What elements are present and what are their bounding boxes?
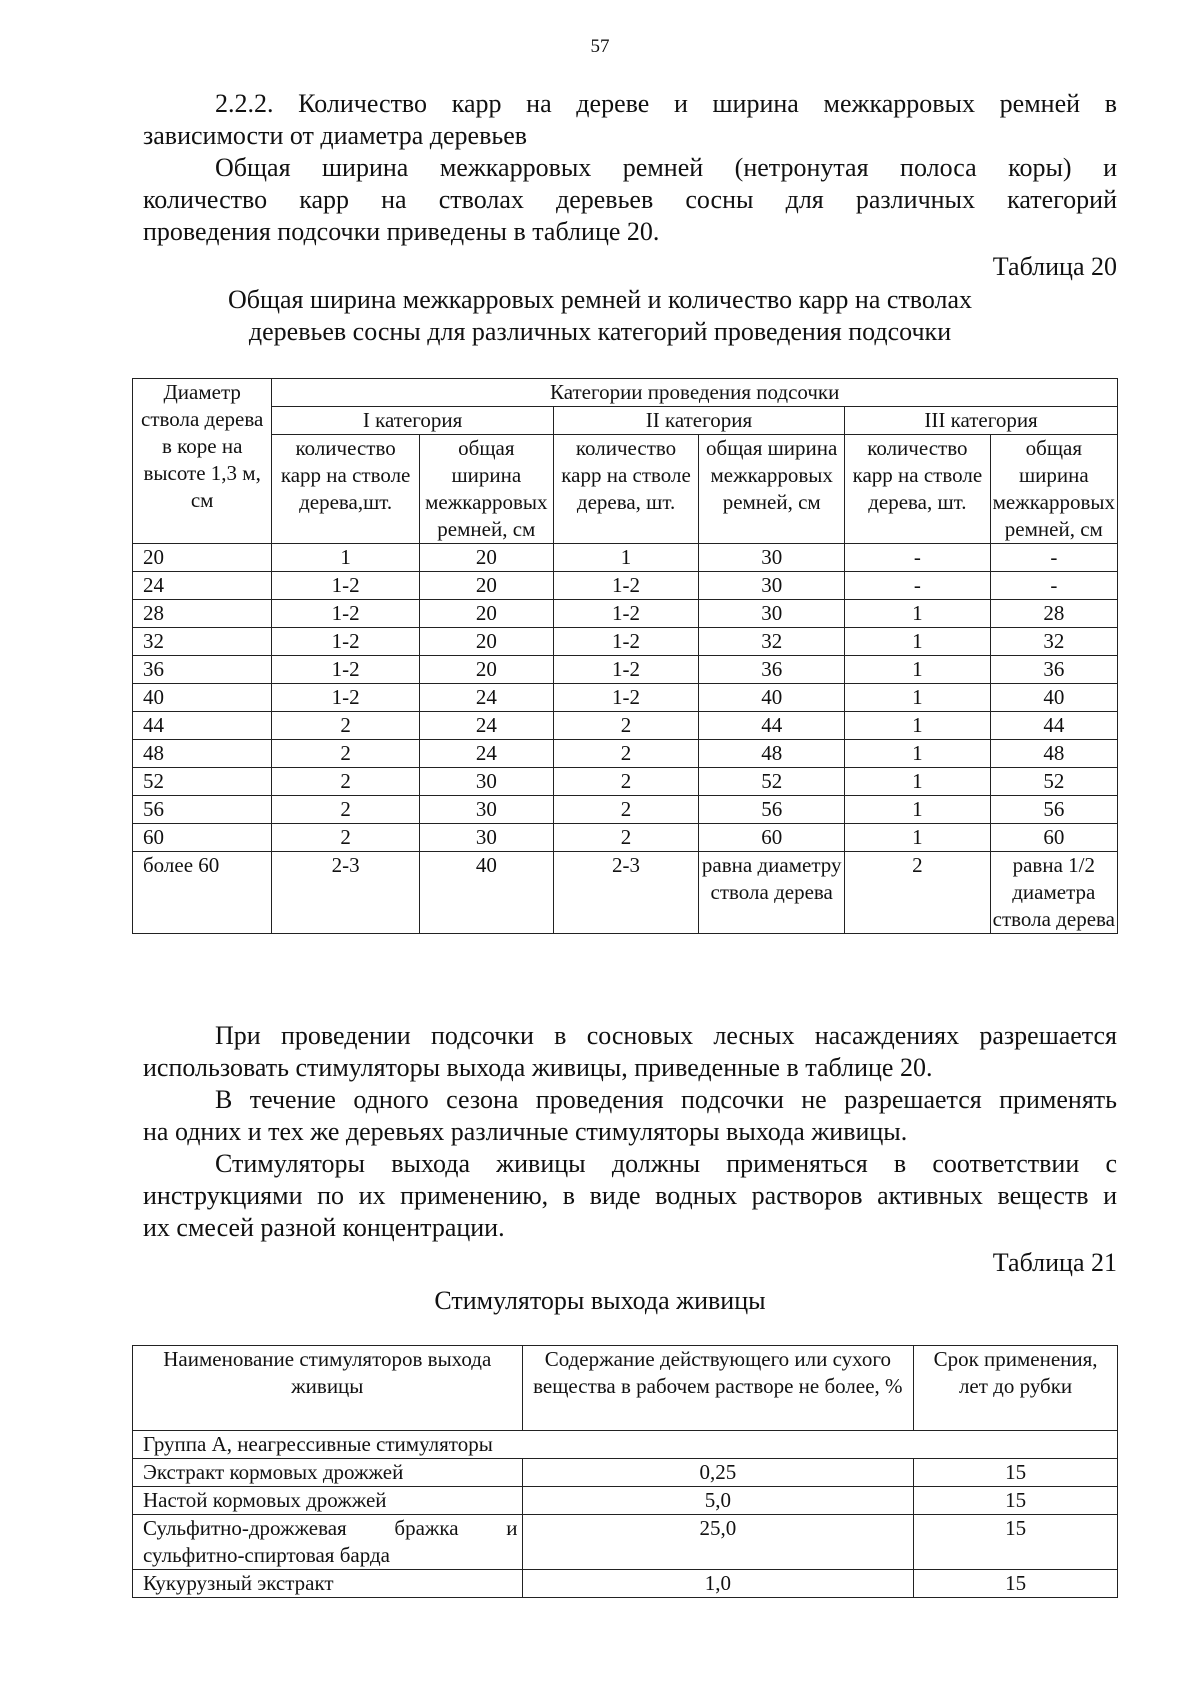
cell: 2 bbox=[272, 712, 420, 740]
header-category-2: II категория bbox=[553, 407, 844, 435]
header-count: количество карр на стволе дерева,шт. bbox=[272, 435, 420, 544]
table20-label: Таблица 20 bbox=[992, 252, 1117, 281]
cell-term: 15 bbox=[914, 1459, 1118, 1487]
cell-name: Экстракт кормовых дрожжей bbox=[133, 1459, 523, 1487]
cell: равна диаметру ствола дерева bbox=[699, 852, 845, 934]
cell: 1 bbox=[845, 796, 991, 824]
table-row bbox=[133, 628, 1118, 656]
table21-label: Таблица 21 bbox=[992, 1248, 1117, 1277]
section-heading-cont: зависимости от диаметра деревьев bbox=[143, 121, 528, 150]
table-row bbox=[133, 824, 1118, 852]
cell: 1-2 bbox=[553, 656, 699, 684]
cell-term: 15 bbox=[914, 1487, 1118, 1515]
cell: 2 bbox=[553, 740, 699, 768]
cell: 2 bbox=[553, 768, 699, 796]
cell-diameter: 36 bbox=[133, 656, 272, 684]
paragraph-line: Общая ширина межкарровых ремней (нетронутая полоса коры) и bbox=[215, 153, 1117, 182]
cell-content: 1,0 bbox=[522, 1570, 914, 1598]
cell: 30 bbox=[419, 824, 553, 852]
header-categories: Категории проведения подсочки bbox=[272, 379, 1118, 407]
paragraph-line: на одних и тех же деревьях различные стимуляторы выхода живицы. bbox=[143, 1117, 908, 1146]
table-row bbox=[133, 740, 1118, 768]
table-row bbox=[133, 1570, 1118, 1598]
cell-diameter: 60 bbox=[133, 824, 272, 852]
cell: 1 bbox=[272, 544, 420, 572]
cell: - bbox=[990, 544, 1117, 572]
table-row bbox=[133, 544, 1118, 572]
header-content: Содержание действующего или сухого вещества в рабочем растворе не более, % bbox=[522, 1346, 914, 1431]
cell: 1-2 bbox=[553, 572, 699, 600]
cell: 1-2 bbox=[553, 628, 699, 656]
paragraph-line: инструкциями по их применению, в виде водных растворов активных веществ и bbox=[143, 1181, 1117, 1210]
cell: 44 bbox=[990, 712, 1117, 740]
cell-diameter: 44 bbox=[133, 712, 272, 740]
header-width: общая ширина межкарровых ремней, см bbox=[990, 435, 1117, 544]
cell: 1-2 bbox=[272, 656, 420, 684]
cell: 2 bbox=[272, 824, 420, 852]
cell-diameter: 28 bbox=[133, 600, 272, 628]
table-row bbox=[133, 768, 1118, 796]
paragraph-line: Стимуляторы выхода живицы должны применяться в соответствии с bbox=[215, 1149, 1117, 1178]
table21-caption: Стимуляторы выхода живицы bbox=[434, 1286, 766, 1315]
paragraph-line: В течение одного сезона проведения подсочки не разрешается применять bbox=[215, 1085, 1117, 1114]
cell: 1 bbox=[845, 712, 991, 740]
cell: 1 bbox=[845, 824, 991, 852]
group-a-label: Группа А, неагрессивные стимуляторы bbox=[133, 1431, 1118, 1459]
cell: 56 bbox=[990, 796, 1117, 824]
cell: - bbox=[990, 572, 1117, 600]
header-name: Наименование стимуляторов выхода живицы bbox=[133, 1346, 523, 1431]
cell: 30 bbox=[419, 768, 553, 796]
cell-diameter: 52 bbox=[133, 768, 272, 796]
cell: 2 bbox=[272, 768, 420, 796]
cell: 24 bbox=[419, 684, 553, 712]
cell: 52 bbox=[990, 768, 1117, 796]
section-heading: 2.2.2. Количество карр на дереве и ширина межкарровых ремней в bbox=[215, 89, 1117, 118]
cell-diameter: 24 bbox=[133, 572, 272, 600]
table-row bbox=[133, 684, 1118, 712]
page-number: 57 bbox=[590, 36, 610, 57]
table-row bbox=[133, 796, 1118, 824]
cell: 20 bbox=[419, 572, 553, 600]
cell: 1-2 bbox=[553, 600, 699, 628]
cell: 24 bbox=[419, 712, 553, 740]
paragraph-line: проведения подсочки приведены в таблице 20. bbox=[143, 217, 660, 246]
cell: 2 bbox=[553, 712, 699, 740]
cell: 1 bbox=[845, 684, 991, 712]
cell: 20 bbox=[419, 656, 553, 684]
cell: 36 bbox=[699, 656, 845, 684]
header-term: Срок применения, лет до рубки bbox=[914, 1346, 1118, 1431]
cell: 2 bbox=[845, 852, 991, 934]
table-row bbox=[133, 1515, 1118, 1570]
paragraph-line: При проведении подсочки в сосновых лесных насаждениях разрешается bbox=[215, 1021, 1117, 1050]
paragraph-line: их смесей разной концентрации. bbox=[143, 1213, 505, 1242]
cell: 32 bbox=[990, 628, 1117, 656]
cell: 40 bbox=[990, 684, 1117, 712]
cell: 20 bbox=[419, 600, 553, 628]
cell: 20 bbox=[419, 628, 553, 656]
cell-diameter: 56 bbox=[133, 796, 272, 824]
cell-content: 0,25 bbox=[522, 1459, 914, 1487]
cell: 1-2 bbox=[272, 600, 420, 628]
cell: 24 bbox=[419, 740, 553, 768]
table20-caption-line: Общая ширина межкарровых ремней и количество карр на стволах bbox=[227, 285, 973, 314]
table-row bbox=[133, 1459, 1118, 1487]
cell: 1 bbox=[845, 740, 991, 768]
cell-name: Настой кормовых дрожжей bbox=[133, 1487, 523, 1515]
cell: 2 bbox=[553, 796, 699, 824]
cell: 20 bbox=[419, 544, 553, 572]
cell: 1 bbox=[845, 768, 991, 796]
cell-diameter: 20 bbox=[133, 544, 272, 572]
table20-caption bbox=[0, 284, 1200, 348]
table-row bbox=[133, 600, 1118, 628]
cell-diameter: 32 bbox=[133, 628, 272, 656]
header-width: общая ширина межкарровых ремней, см bbox=[419, 435, 553, 544]
cell: 1 bbox=[553, 544, 699, 572]
cell: - bbox=[845, 544, 991, 572]
cell: 60 bbox=[699, 824, 845, 852]
cell: 1 bbox=[845, 628, 991, 656]
cell: 28 bbox=[990, 600, 1117, 628]
middle-text bbox=[143, 1020, 1117, 1244]
cell: 2 bbox=[272, 796, 420, 824]
cell: 1-2 bbox=[553, 684, 699, 712]
cell: 1 bbox=[845, 600, 991, 628]
table-row bbox=[133, 656, 1118, 684]
cell: 40 bbox=[419, 852, 553, 934]
cell: 30 bbox=[699, 544, 845, 572]
cell: 48 bbox=[990, 740, 1117, 768]
paragraph-line: количество карр на стволах деревьев сосны для различных категорий bbox=[143, 185, 1117, 214]
cell-diameter: более 60 bbox=[133, 852, 272, 934]
cell-name: Сульфитно-дрожжевая бражка и сульфитно-спиртовая барда bbox=[133, 1515, 523, 1570]
cell-diameter: 48 bbox=[133, 740, 272, 768]
table-row bbox=[133, 712, 1118, 740]
cell: 2-3 bbox=[272, 852, 420, 934]
table-20 bbox=[132, 378, 1118, 934]
cell: 36 bbox=[990, 656, 1117, 684]
cell-term: 15 bbox=[914, 1515, 1118, 1570]
table-row bbox=[133, 572, 1118, 600]
header-diameter: Диаметр ствола дерева в коре на высоте 1,3 м, см bbox=[133, 379, 272, 544]
cell-diameter: 40 bbox=[133, 684, 272, 712]
header-width: общая ширина межкарровых ремней, см bbox=[699, 435, 845, 544]
cell: 40 bbox=[699, 684, 845, 712]
cell: 2 bbox=[272, 740, 420, 768]
cell: 1-2 bbox=[272, 572, 420, 600]
cell: 52 bbox=[699, 768, 845, 796]
table-row bbox=[133, 1487, 1118, 1515]
section-text bbox=[143, 88, 1117, 248]
cell: 56 bbox=[699, 796, 845, 824]
cell: 2-3 bbox=[553, 852, 699, 934]
header-count: количество карр на стволе дерева, шт. bbox=[845, 435, 991, 544]
cell: 48 bbox=[699, 740, 845, 768]
cell: - bbox=[845, 572, 991, 600]
table20-caption-line: деревьев сосны для различных категорий проведения подсочки bbox=[248, 317, 952, 346]
cell: 30 bbox=[699, 600, 845, 628]
header-category-3: III категория bbox=[845, 407, 1118, 435]
cell: 2 bbox=[553, 824, 699, 852]
cell: 1-2 bbox=[272, 628, 420, 656]
cell: 30 bbox=[699, 572, 845, 600]
table-row bbox=[133, 852, 1118, 934]
cell: 1-2 bbox=[272, 684, 420, 712]
cell-content: 5,0 bbox=[522, 1487, 914, 1515]
paragraph-line: использовать стимуляторы выхода живицы, приведенные в таблице 20. bbox=[143, 1053, 933, 1082]
cell: 1 bbox=[845, 656, 991, 684]
cell: 30 bbox=[419, 796, 553, 824]
header-category-1: I категория bbox=[272, 407, 553, 435]
cell: 60 bbox=[990, 824, 1117, 852]
cell-term: 15 bbox=[914, 1570, 1118, 1598]
cell-content: 25,0 bbox=[522, 1515, 914, 1570]
cell: равна 1/2 диаметра ствола дерева bbox=[990, 852, 1117, 934]
cell-name: Кукурузный экстракт bbox=[133, 1570, 523, 1598]
header-count: количество карр на стволе дерева, шт. bbox=[553, 435, 699, 544]
cell: 32 bbox=[699, 628, 845, 656]
cell: 44 bbox=[699, 712, 845, 740]
table-21 bbox=[132, 1345, 1118, 1598]
